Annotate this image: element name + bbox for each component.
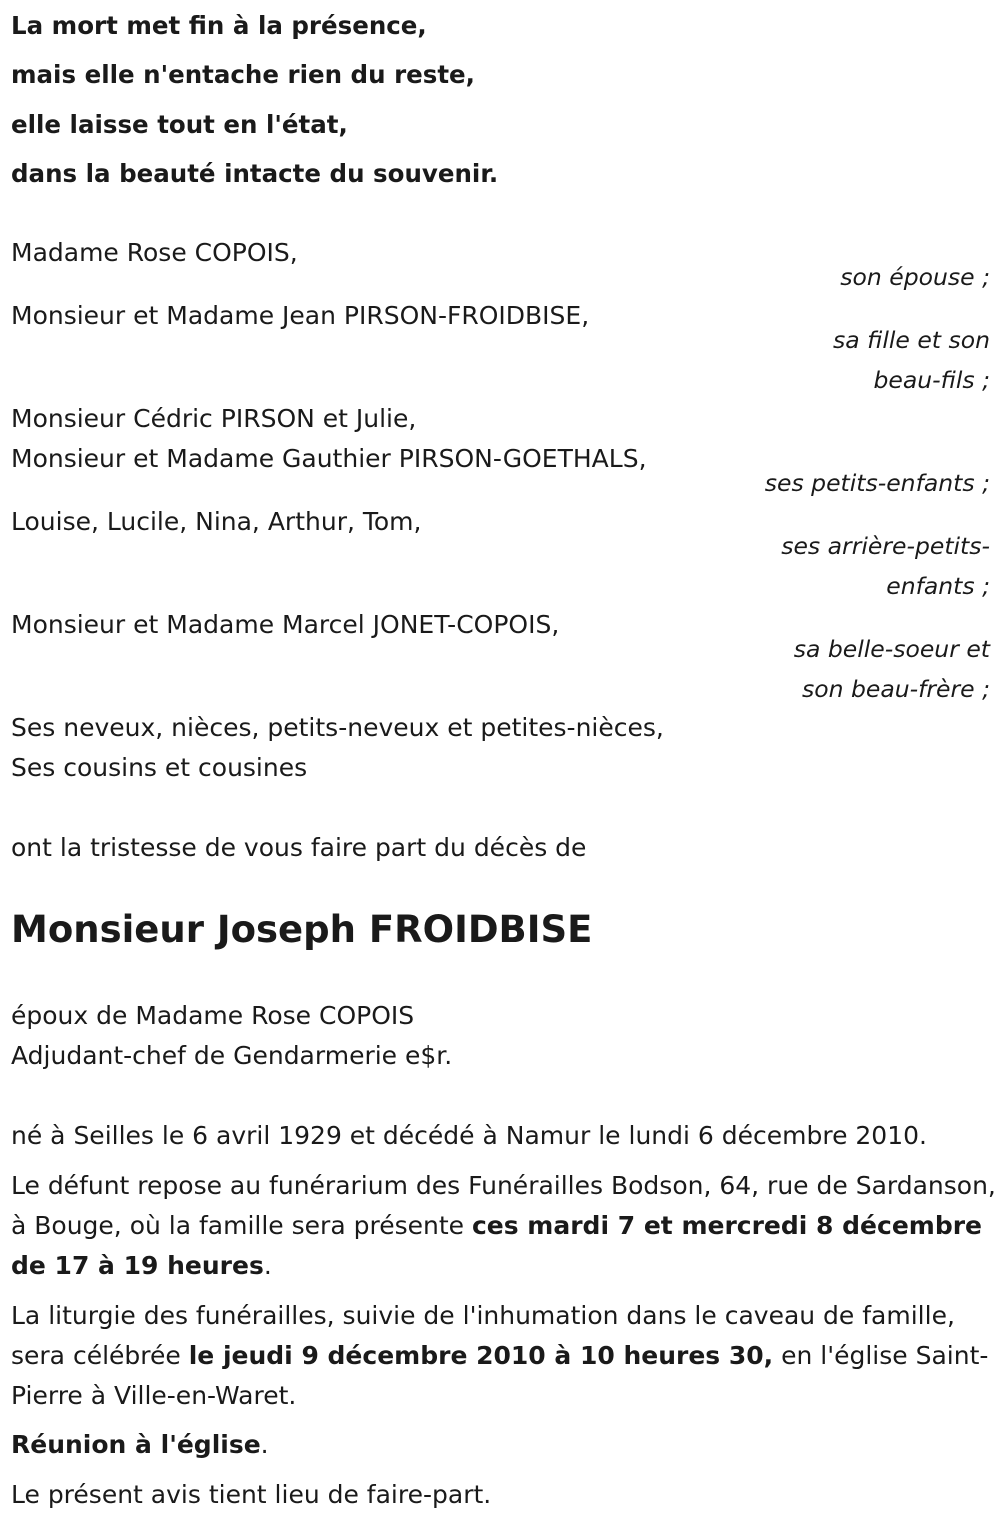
repose-text-2: . bbox=[263, 1251, 272, 1280]
family-pirson-froidbise: Monsieur et Madame Jean PIRSON-FROIDBISE, bbox=[11, 301, 590, 330]
rank-line: Adjudant-chef de Gendarmerie e$r. bbox=[11, 1041, 453, 1070]
family-nephews: Ses neveux, nièces, petits-neveux et petites-nièces, bbox=[11, 713, 664, 742]
family-rose: Madame Rose COPOIS, bbox=[11, 238, 298, 267]
spouse-line: époux de Madame Rose COPOIS bbox=[11, 1001, 415, 1030]
relation-spouse: son épouse ; bbox=[840, 263, 990, 291]
relation-great-grandchildren-1: ses arrière-petits- bbox=[781, 532, 990, 560]
repose-visiting-hours: ces mardi 7 et mercredi 8 décembre de 17 à 19 heures bbox=[11, 1211, 982, 1280]
reunion-period: . bbox=[260, 1430, 269, 1459]
reunion-bold: Réunion à l'église bbox=[11, 1430, 261, 1459]
family-jonet-copois: Monsieur et Madame Marcel JONET-COPOIS, bbox=[11, 610, 560, 639]
reunion-line bbox=[11, 1425, 996, 1465]
liturgy-text-1: La liturgie des funérailles, suivie de l'inhumation dans le caveau de famille, sera célébrée bbox=[11, 1301, 955, 1370]
liturgy-date-time: le jeudi 9 décembre 2010 à 10 heures 30, bbox=[188, 1341, 774, 1370]
closing-line: Le présent avis tient lieu de faire-part. bbox=[11, 1480, 492, 1509]
poem-line-4: dans la beauté intacte du souvenir. bbox=[11, 159, 499, 188]
relation-sister-in-law-2: son beau-frère ; bbox=[801, 675, 990, 703]
family-cousins: Ses cousins et cousines bbox=[11, 753, 308, 782]
deceased-name: Monsieur Joseph FROIDBISE bbox=[11, 908, 593, 951]
relation-daughter-2: beau-fils ; bbox=[873, 366, 990, 394]
announcement-text: ont la tristesse de vous faire part du décès de bbox=[11, 833, 587, 862]
poem-line-2: mais elle n'entache rien du reste, bbox=[11, 60, 475, 89]
poem-line-1: La mort met fin à la présence, bbox=[11, 11, 427, 40]
family-great-grandchildren: Louise, Lucile, Nina, Arthur, Tom, bbox=[11, 507, 422, 536]
family-gauthier: Monsieur et Madame Gauthier PIRSON-GOETHALS, bbox=[11, 444, 647, 473]
relation-great-grandchildren-2: enfants ; bbox=[886, 572, 990, 600]
birth-death-line: né à Seilles le 6 avril 1929 et décédé à Namur le lundi 6 décembre 2010. bbox=[11, 1121, 927, 1150]
relation-daughter-1: sa fille et son bbox=[833, 326, 990, 354]
relation-grandchildren: ses petits-enfants ; bbox=[764, 469, 990, 497]
liturgy-text-2: en l'église Saint-Pierre à Ville-en-Waret. bbox=[11, 1341, 989, 1410]
family-cedric: Monsieur Cédric PIRSON et Julie, bbox=[11, 404, 417, 433]
relation-sister-in-law-1: sa belle-soeur et bbox=[793, 635, 990, 663]
poem-line-3: elle laisse tout en l'état, bbox=[11, 110, 348, 139]
repose-text-1: Le défunt repose au funérarium des Funérailles Bodson, 64, rue de Sardanson, à Bouge, où la famille sera présente bbox=[11, 1171, 996, 1240]
liturgy-paragraph bbox=[11, 1296, 996, 1416]
repose-paragraph bbox=[11, 1166, 996, 1286]
